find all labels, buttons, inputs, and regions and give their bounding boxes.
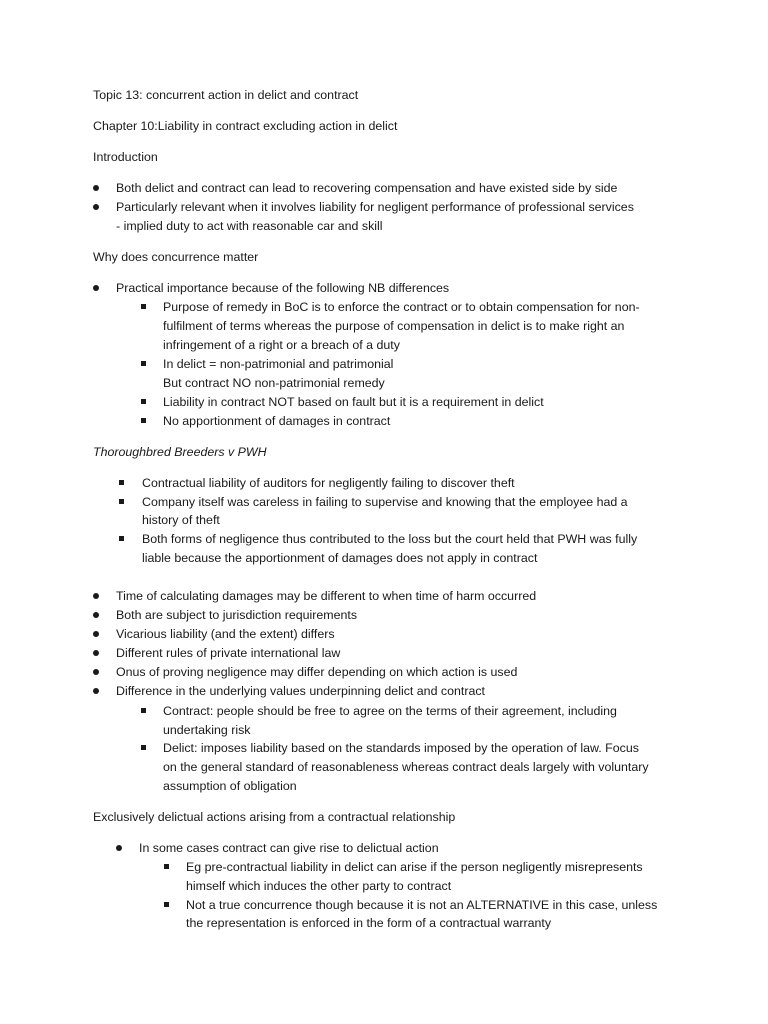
difference-sub-1-line-1: Contract: people should be free to agree on the terms of their agreement, including [163, 704, 617, 718]
bullet-dot-icon [93, 593, 99, 599]
why-sub-3: Liability in contract NOT based on fault but it is a requirement in delict [163, 395, 544, 409]
why-sub-4: No apportionment of damages in contract [163, 414, 391, 428]
why-sub-1-line-1: Purpose of remedy in BoC is to enforce the contract or to obtain compensation for non- [163, 300, 640, 314]
bullet-dot-icon [116, 845, 122, 851]
bullet-dot-icon [93, 204, 99, 210]
difference-bullet-4: Different rules of private international law [116, 646, 341, 660]
bullet-dot-icon [93, 650, 99, 656]
bullet-square-icon [119, 499, 124, 504]
why-sub-1-line-2: fulfilment of terms whereas the purpose of compensation in delict is to make right an [163, 319, 625, 333]
bullet-square-icon [141, 708, 146, 713]
exclusive-sub-1-line-1: Eg pre-contractual liability in delict can arise if the person negligently misrepresents [186, 860, 643, 874]
introduction-heading: Introduction [93, 150, 158, 164]
bullet-dot-icon [93, 631, 99, 637]
bullet-square-icon [141, 418, 146, 423]
exclusive-heading: Exclusively delictual actions arising from a contractual relationship [93, 810, 456, 824]
case-heading: Thoroughbred Breeders v PWH [93, 445, 267, 459]
case-bullet-3-line-2: liable because the apportionment of damages does not apply in contract [142, 551, 538, 565]
bullet-square-icon [164, 864, 169, 869]
why-sub-2-line-1: In delict = non-patrimonial and patrimonial [163, 357, 394, 371]
bullet-square-icon [119, 480, 124, 485]
bullet-square-icon [141, 399, 146, 404]
bullet-square-icon [141, 304, 146, 309]
why-matter-heading: Why does concurrence matter [93, 250, 259, 264]
difference-sub-1-line-2: undertaking risk [163, 723, 251, 737]
bullet-dot-icon [93, 185, 99, 191]
bullet-dot-icon [93, 285, 99, 291]
why-sub-2-line-2: But contract NO non-patrimonial remedy [163, 376, 385, 390]
difference-bullet-3: Vicarious liability (and the extent) differs [116, 627, 335, 641]
intro-bullet-1: Both delict and contract can lead to recovering compensation and have existed side by side [116, 181, 618, 195]
bullet-square-icon [141, 361, 146, 366]
difference-bullet-5: Onus of proving negligence may differ depending on which action is used [116, 665, 518, 679]
bullet-square-icon [141, 745, 146, 750]
exclusive-sub-1-line-2: himself which induces the other party to contract [186, 879, 452, 893]
document-title: Topic 13: concurrent action in delict and contract [93, 88, 359, 102]
exclusive-sub-2-line-1: Not a true concurrence though because it is not an ALTERNATIVE in this case, unless [186, 898, 658, 912]
bullet-square-icon [119, 536, 124, 541]
difference-bullet-2: Both are subject to jurisdiction requirements [116, 608, 358, 622]
why-matter-bullet: Practical importance because of the following NB differences [116, 281, 450, 295]
bullet-dot-icon [93, 612, 99, 618]
bullet-square-icon [164, 902, 169, 907]
intro-bullet-2-line-2: - implied duty to act with reasonable car and skill [116, 219, 383, 233]
chapter-heading: Chapter 10:Liability in contract excluding action in delict [93, 119, 398, 133]
why-sub-1-line-3: infringement of a right or a breach of a duty [163, 338, 400, 352]
difference-sub-2-line-1: Delict: imposes liability based on the standards imposed by the operation of law. Focus [163, 741, 639, 755]
bullet-dot-icon [93, 688, 99, 694]
bullet-dot-icon [93, 669, 99, 675]
case-bullet-2-line-2: history of theft [142, 513, 220, 527]
case-bullet-2-line-1: Company itself was careless in failing to supervise and knowing that the employee had a [142, 495, 628, 509]
difference-bullet-6: Difference in the underlying values underpinning delict and contract [116, 684, 485, 698]
exclusive-sub-2-line-2: the representation is enforced in the form of a contractual warranty [186, 916, 552, 930]
difference-bullet-1: Time of calculating damages may be different to when time of harm occurred [116, 589, 537, 603]
case-bullet-3-line-1: Both forms of negligence thus contributed to the loss but the court held that PWH was fully [142, 532, 638, 546]
exclusive-bullet: In some cases contract can give rise to delictual action [139, 841, 439, 855]
intro-bullet-2-line-1: Particularly relevant when it involves liability for negligent performance of professional services [116, 200, 634, 214]
difference-sub-2-line-3: assumption of obligation [163, 779, 297, 793]
case-bullet-1: Contractual liability of auditors for negligently failing to discover theft [142, 476, 515, 490]
difference-sub-2-line-2: on the general standard of reasonableness whereas contract deals largely with voluntary [163, 760, 649, 774]
